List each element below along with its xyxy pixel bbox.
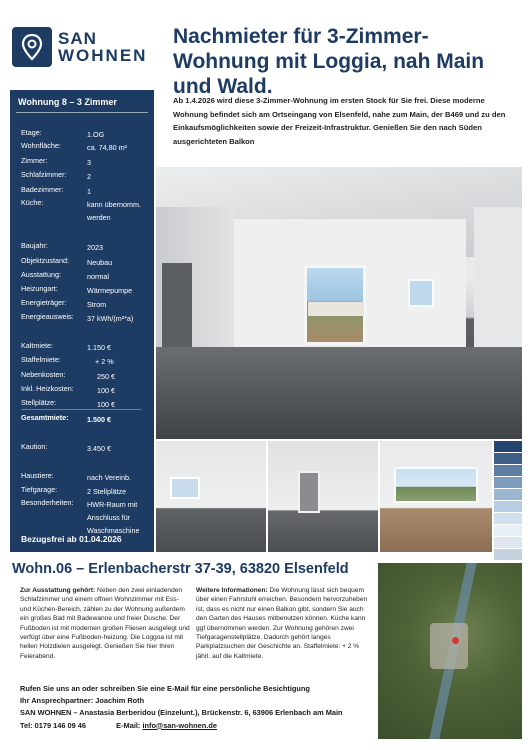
- fact-label: Küche:: [21, 198, 44, 207]
- additional-info: [196, 586, 372, 661]
- divider: [16, 112, 148, 113]
- fact-label: Energieausweis:: [21, 312, 74, 321]
- swatch: [494, 441, 522, 452]
- fact-value: Strom: [87, 300, 107, 309]
- swatch: [494, 465, 522, 476]
- fact-label: Staffelmiete:: [21, 355, 61, 364]
- fact-value: HWR-Raum mit Anschluss für Waschmaschine: [87, 500, 140, 535]
- fact-value: 1.150 €: [87, 343, 111, 352]
- bedroom-photo: [156, 441, 266, 552]
- fact-value: kann übernomm. werden: [87, 200, 141, 222]
- page-title: Nachmieter für 3-Zimmer-Wohnung mit Loggia, nah Main und Wald.: [173, 25, 485, 98]
- swatch: [494, 489, 522, 500]
- swatch: [494, 525, 522, 536]
- fact-value: 1.500 €: [87, 415, 111, 424]
- fact-label: Etage:: [21, 128, 42, 137]
- fact-value: nach Vereinb.: [87, 473, 131, 482]
- fact-label: Zimmer:: [21, 156, 48, 165]
- location-map: [378, 563, 522, 739]
- email-label: E-Mail:: [116, 720, 143, 730]
- fact-value: 1.OG: [87, 130, 105, 139]
- fact-label: Haustiere:: [21, 471, 54, 480]
- fact-value: 100 €: [97, 400, 115, 409]
- intro-text: Ab 1.4.2026 wird diese 3-Zimmer-Wohnung im ersten Stock für Sie frei. Diese moderne Wohnung befindet sich am Ortseingang von Elsenfeld, nahe zum Main, der B469 und zu den Einkaufsmöglichkeiten sowie der Freizeit-Infrastruktur. Genießen Sie den nach Süden ausgerichteten Balkon: [173, 96, 506, 146]
- logo-line-2: WOHNEN: [58, 46, 148, 65]
- fact-value: 100 €: [97, 386, 115, 395]
- divider: [21, 409, 141, 410]
- fact-label: Kaltmiete:: [21, 341, 53, 350]
- logo-line-1: SAN: [58, 29, 97, 48]
- section-heading: Zur Ausstattung gehört:: [20, 587, 96, 594]
- email-link[interactable]: info@san-wohnen.de: [142, 720, 217, 730]
- swatch: [494, 501, 522, 512]
- fact-label: Besonderheiten:: [21, 498, 74, 507]
- swatch: [494, 537, 522, 548]
- contact-details: [20, 720, 380, 732]
- fact-label: Badezimmer:: [21, 185, 64, 194]
- location-pin-icon: [12, 27, 52, 67]
- swatch: [494, 513, 522, 524]
- cta-text: Rufen Sie uns an oder schreiben Sie eine E-Mail für eine persönliche Besichtigung: [20, 684, 310, 693]
- fact-value: 37 kWh/(m²*a): [87, 314, 134, 323]
- contact-person: Ihr Ansprechpartner: Joachim Roth: [20, 696, 145, 706]
- fact-label: Objektzustand:: [21, 256, 69, 265]
- swatch: [494, 453, 522, 464]
- company-address: SAN WOHNEN – Anastasia Berberidou (Einzelunt.), Brückenstr. 6, 63906 Erlenbach am Main: [20, 708, 343, 718]
- fact-label: Nebenkosten:: [21, 370, 66, 379]
- equipment-description: [20, 586, 190, 661]
- fact-value: 1: [87, 187, 91, 196]
- fact-value: 2 Stellplätze: [87, 487, 127, 496]
- swatch: [494, 549, 522, 560]
- living-room-photo: [156, 167, 522, 439]
- fact-value: 2023: [87, 243, 103, 252]
- fact-label: Energieträger:: [21, 298, 67, 307]
- color-swatch-strip: [494, 441, 522, 561]
- phone-number: Tel: 0179 146 09 46: [20, 720, 87, 730]
- fact-value: 2: [87, 172, 91, 181]
- fact-value: normal: [87, 272, 109, 281]
- section-text: Die Wohnung lässt sich bequem über einen Fahrstuhl erreichen. Besondern hervorzuheben ist, dass es nicht nur einen Balkon gibt, sondern Sie auch den Garten des Hauses mitbenutzen können. Küche kann ggf übernommen werden. Zur Wohnung gehören zwei Tiefgaragenstellplätze. Dadurch gehört langes Parkplatzsuchen der Geschichte an. Staffelmiete: + 2 % jährl. auf die Kaltmiete.: [196, 587, 368, 660]
- availability-note: Bezugsfrei ab 01.04.2026: [21, 534, 122, 544]
- fact-label: Inkl. Heizkosten:: [21, 384, 74, 393]
- fact-value: Neubau: [87, 258, 113, 267]
- address-heading: Wohn.06 – Erlenbacherstr 37-39, 63820 Elsenfeld: [12, 561, 349, 577]
- fact-value: ca. 74,80 m²: [87, 143, 127, 152]
- section-heading: Weitere Informationen:: [196, 587, 268, 594]
- section-text: Neben den zwei einladenden Schlafzimmer und einem offnen Wohnzimmer mit Ess- und Küchen-Bereich, zählen zu der Wohnung außerdem ein großes Bad mit Badewanne und freier Dusche. Der Fußboden ist mit modernen großen Fliesen ausgelegt und verfügt über eine Fußboden-heizung. Die Loggoa ist mit hellen Holzdielen ausgelegt. Genießen Sie hier Ihren Feierabend.: [20, 587, 190, 660]
- contact-block: [20, 683, 380, 732]
- fact-value: 250 €: [97, 372, 115, 381]
- fact-label: Kaution:: [21, 442, 48, 451]
- fact-label: Stellplätze:: [21, 398, 57, 407]
- fact-label: Ausstattung:: [21, 270, 61, 279]
- fact-value: 3.450 €: [87, 444, 111, 453]
- swatch: [494, 477, 522, 488]
- fact-label: Schlafzimmer:: [21, 170, 67, 179]
- logo: [12, 26, 162, 68]
- hallway-photo: [268, 441, 378, 552]
- fact-label: Heizungart:: [21, 284, 58, 293]
- fact-label: Tiefgarage:: [21, 485, 58, 494]
- fact-label: Gesamtmiete:: [21, 413, 69, 422]
- map-pin-icon: [452, 637, 459, 644]
- panel-title: Wohnung 8 – 3 Zimmer: [18, 97, 117, 107]
- fact-value: Wärmepumpe: [87, 286, 133, 295]
- fact-value: 3: [87, 158, 91, 167]
- fact-label: Wohnfläche:: [21, 141, 61, 150]
- logo-wordmark: [58, 30, 147, 64]
- apartment-facts-panel: [10, 90, 154, 552]
- fact-label: Baujahr:: [21, 241, 48, 250]
- fact-value: + 2 %: [95, 357, 114, 366]
- loggia-photo: [380, 441, 492, 552]
